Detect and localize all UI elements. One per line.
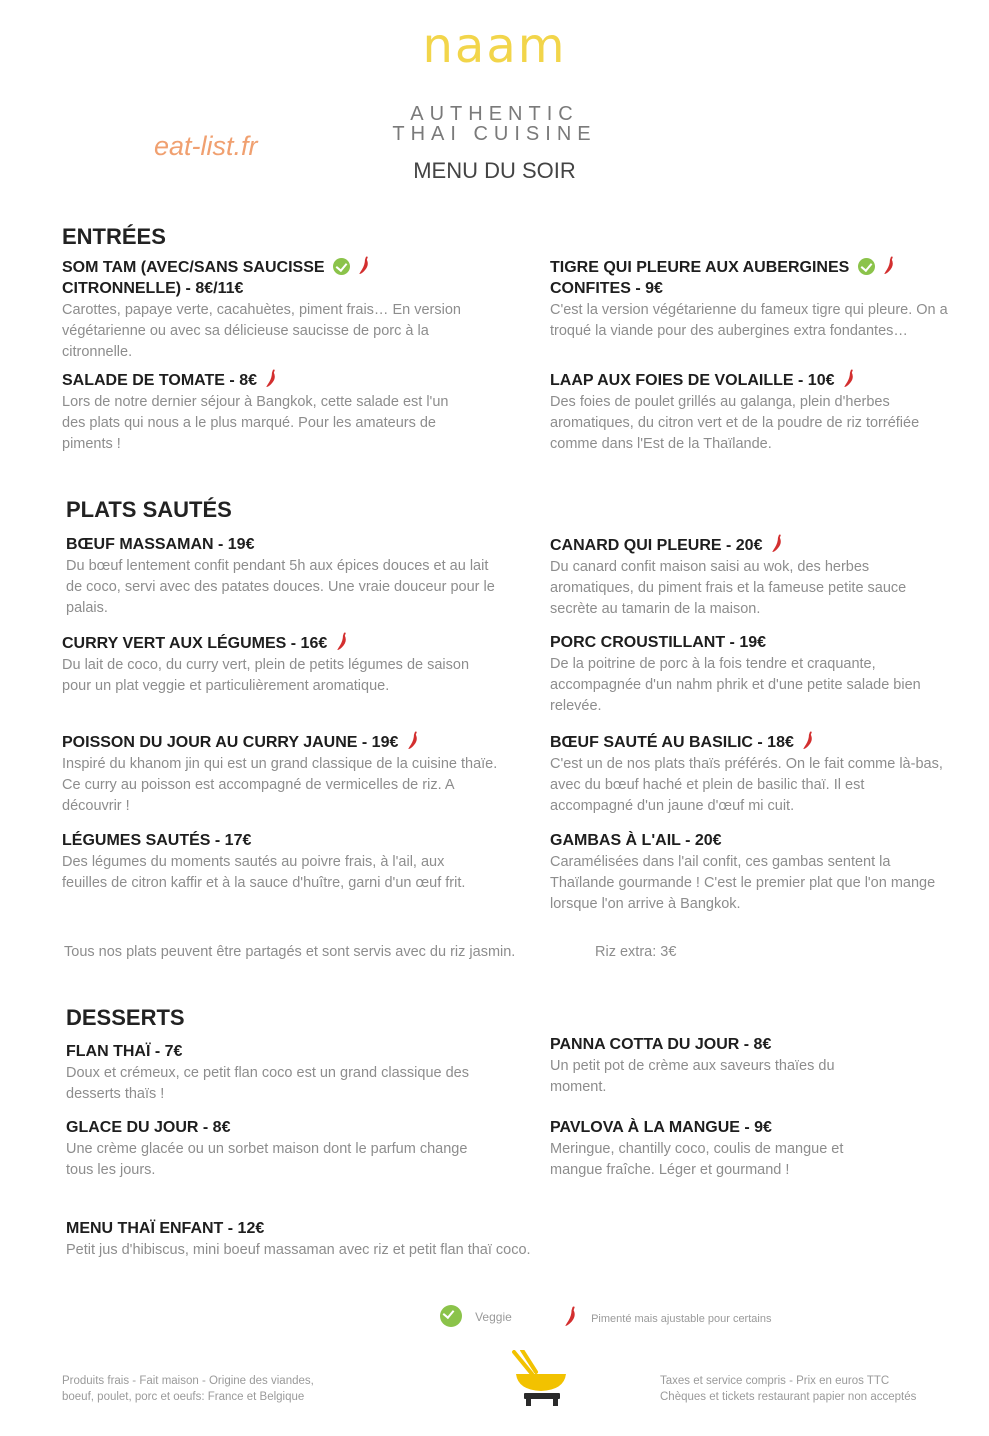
- legend-spicy: Pimenté mais ajustable pour certains: [563, 1306, 771, 1327]
- item-description: Petit jus d'hibiscus, mini boeuf massaman avec riz et petit flan thaï coco.: [66, 1242, 531, 1258]
- veggie-icon: [440, 1305, 462, 1327]
- item-name: LAAP AUX FOIES DE VOLAILLE - 10€: [550, 369, 950, 391]
- menu-item-salade-tomate: [62, 369, 462, 455]
- item-description: C'est un de nos plats thaïs préférés. On le fait comme là-bas, avec du bœuf haché et plein de basilic thaï. Il est accompagné d'un jaune d'œuf mi cuit.: [550, 756, 943, 814]
- chili-icon: [843, 369, 855, 388]
- item-description: C'est la version végétarienne du fameux tigre qui pleure. On a troqué la viande pour des aubergines extra fondantes…: [550, 302, 948, 339]
- chili-icon: [883, 256, 895, 275]
- menu-item-panna-cotta: [550, 1034, 890, 1098]
- item-name: GAMBAS À L'AIL - 20€: [550, 832, 722, 849]
- tagline-line1: AUTHENTIC: [410, 103, 579, 125]
- veggie-icon: [333, 258, 350, 275]
- menu-item-gambas: [550, 830, 950, 915]
- chili-icon: [265, 369, 277, 388]
- menu-item-porc-croustillant: [550, 632, 940, 717]
- item-description: Carottes, papaye verte, cacahuètes, piment frais… En version végétarienne ou avec sa délicieuse saucisse de porc à la citronnelle.: [62, 302, 461, 360]
- item-name: LÉGUMES SAUTÉS - 17€: [62, 832, 252, 849]
- item-name: SOM TAM (AVEC/SANS SAUCISSE CITRONNELLE) - 8€/11€: [62, 256, 502, 299]
- section-title-desserts: DESSERTS: [66, 1005, 185, 1030]
- chili-icon: [358, 256, 370, 275]
- item-description: Lors de notre dernier séjour à Bangkok, cette salade est l'un des plats qui nous a le plus marqué. Pour les amateurs de piments !: [62, 394, 449, 452]
- menu-item-legumes-sautes: [62, 830, 467, 894]
- menu-item-curry-vert: [62, 632, 502, 697]
- logo: naam: [422, 18, 567, 74]
- item-name: BŒUF MASSAMAN - 19€: [66, 536, 255, 553]
- item-description: Des légumes du moments sautés au poivre frais, à l'ail, aux feuilles de citron kaffir et à la sauce d'huître, garni d'un œuf frit.: [62, 854, 466, 891]
- chili-icon: [771, 534, 783, 553]
- item-name: CURRY VERT AUX LÉGUMES - 16€: [62, 632, 502, 654]
- legend-veggie: Veggie: [440, 1305, 512, 1327]
- item-description: Des foies de poulet grillés au galanga, plein d'herbes aromatiques, du citron vert et de la poudre de riz torréfiée comme dans l'Est de la Thaïlande.: [550, 394, 920, 452]
- chili-icon: [563, 1306, 578, 1327]
- section-title-entrees: ENTRÉES: [62, 224, 166, 249]
- item-description: De la poitrine de porc à la fois tendre et craquante, accompagnée d'un nahm phrik et d'une petite salade bien relevée.: [550, 656, 921, 714]
- menu-item-flan-thai: [66, 1041, 506, 1105]
- tagline-line2: THAI CUISINE: [392, 123, 597, 145]
- item-name: CANARD QUI PLEURE - 20€: [550, 534, 920, 556]
- menu-item-laap: [550, 369, 950, 455]
- menu-item-som-tam: [62, 256, 502, 363]
- menu-item-canard: [550, 534, 920, 620]
- menu-item-boeuf-massaman: [66, 534, 506, 619]
- item-name: POISSON DU JOUR AU CURRY JAUNE - 19€: [62, 731, 514, 753]
- item-description: Du bœuf lentement confit pendant 5h aux épices douces et au lait de coco, servi avec des patates douces. Une vraie douceur pour le palais.: [66, 558, 495, 616]
- veggie-icon: [858, 258, 875, 275]
- item-description: Meringue, chantilly coco, coulis de mangue et mangue fraîche. Léger et gourmand !: [550, 1141, 844, 1178]
- item-name: SALADE DE TOMATE - 8€: [62, 369, 462, 391]
- menu-item-tigre-aubergines: [550, 256, 950, 342]
- item-description: Caramélisées dans l'ail confit, ces gambas sentent la Thaïlande gourmande ! C'est le premier plat que l'on mange lorsque l'on arrive à Bangkok.: [550, 854, 936, 912]
- item-name: GLACE DU JOUR - 8€: [66, 1119, 231, 1136]
- item-name: BŒUF SAUTÉ AU BASILIC - 18€: [550, 731, 950, 753]
- menu-item-poisson-curry: [62, 731, 514, 817]
- extra-rice-price: Riz extra: 3€: [595, 944, 677, 960]
- item-description: Doux et crémeux, ce petit flan coco est un grand classique des desserts thaïs !: [66, 1065, 469, 1102]
- item-description: Du lait de coco, du curry vert, plein de petits légumes de saison pour un plat veggie et particulièrement aromatique.: [62, 657, 470, 694]
- item-name: PANNA COTTA DU JOUR - 8€: [550, 1036, 772, 1053]
- section-title-plats: PLATS SAUTÉS: [66, 497, 232, 522]
- menu-title: MENU DU SOIR: [413, 158, 576, 183]
- item-name: PORC CROUSTILLANT - 19€: [550, 634, 767, 651]
- item-name: PAVLOVA À LA MANGUE - 9€: [550, 1119, 772, 1136]
- footer-right: Taxes et service compris - Prix en euros TTC Chèques et tickets restaurant papier non acceptés: [660, 1375, 917, 1403]
- item-description: Une crème glacée ou un sorbet maison dont le parfum change tous les jours.: [66, 1141, 468, 1178]
- menu-item-glace: [66, 1117, 496, 1181]
- menu-item-boeuf-basilic: [550, 731, 950, 817]
- footer-left: Produits frais - Fait maison - Origine des viandes, boeuf, poulet, porc et oeufs: France et Belgique: [62, 1375, 314, 1403]
- wok-icon: [508, 1350, 572, 1408]
- watermark: eat-list.fr: [154, 131, 258, 161]
- item-description: Un petit pot de crème aux saveurs thaïes du moment.: [550, 1058, 835, 1095]
- item-name: MENU THAÏ ENFANT - 12€: [66, 1220, 265, 1237]
- menu-item-pavlova: [550, 1117, 890, 1181]
- item-name: FLAN THAÏ - 7€: [66, 1043, 183, 1060]
- chili-icon: [407, 731, 419, 750]
- item-description: Inspiré du khanom jin qui est un grand classique de la cuisine thaïe. Ce curry au poisson est accompagné de vermicelles de riz. A découvrir !: [62, 756, 498, 814]
- item-description: Du canard confit maison saisi au wok, des herbes aromatiques, du piment frais et la fameuse petite sauce secrète au tamarin de la maison.: [550, 559, 907, 617]
- chili-icon: [336, 632, 348, 651]
- item-name: TIGRE QUI PLEURE AUX AUBERGINES CONFITES - 9€: [550, 256, 950, 299]
- menu-item-enfant: [66, 1218, 666, 1261]
- shared-dishes-note: Tous nos plats peuvent être partagés et sont servis avec du riz jasmin.: [64, 944, 516, 960]
- chili-icon: [802, 731, 814, 750]
